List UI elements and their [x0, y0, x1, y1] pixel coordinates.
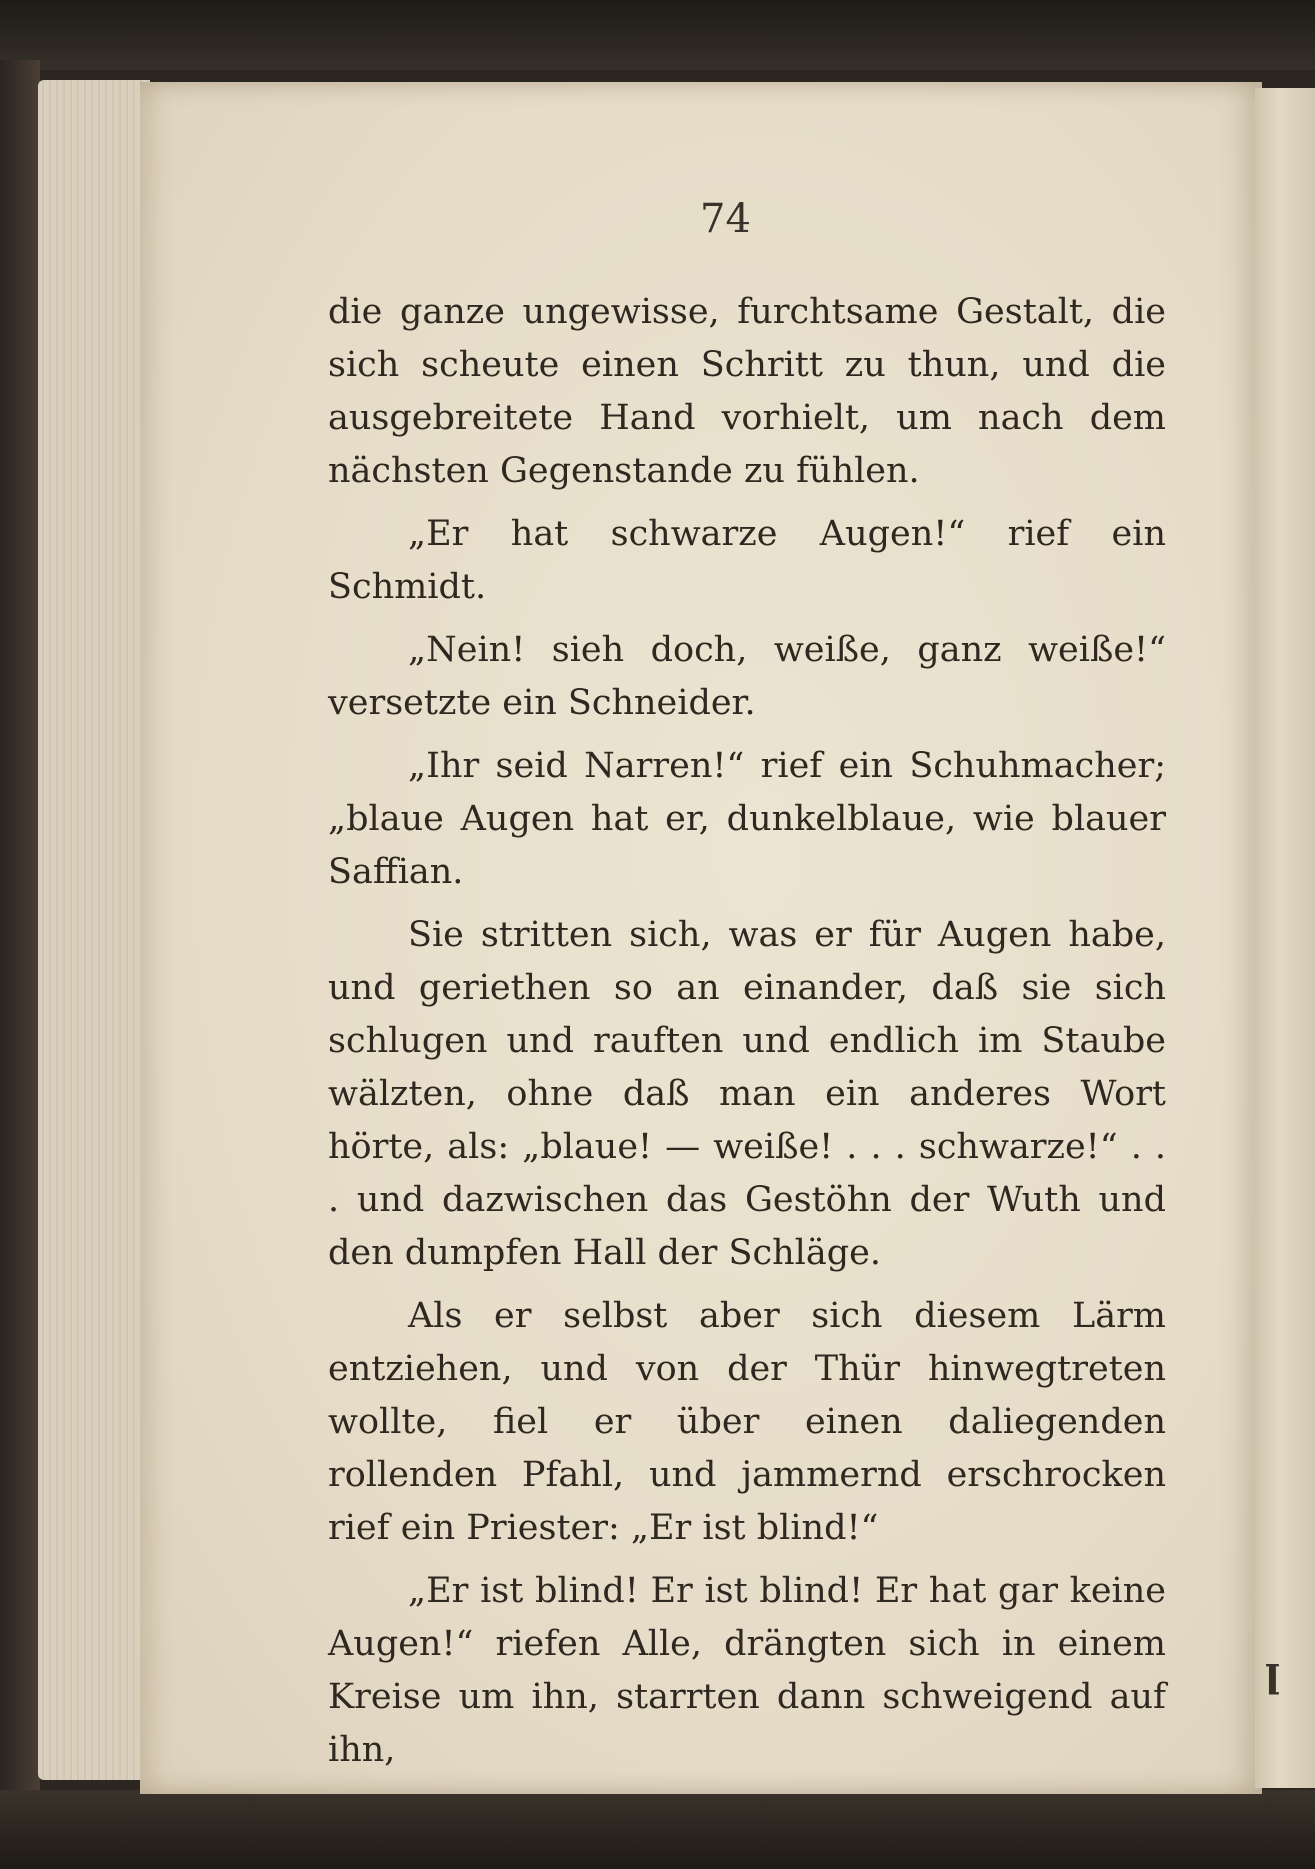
facing-page-mark: ꞁ: [1265, 1648, 1281, 1695]
page-number: 74: [700, 196, 751, 242]
paragraph: „Nein! sieh doch, weiße, ganz weiße!“ versetzte ein Schneider.: [328, 630, 1166, 723]
page-stack-edge: [38, 80, 150, 1780]
facing-page-edge: [1255, 88, 1315, 1788]
paragraph: „Ihr seid Narren!“ rief ein Schuhmacher; „blaue Augen hat er, dunkelblaue, wie blauer Saffian.: [328, 746, 1166, 892]
book-cover-top: [0, 0, 1315, 70]
paragraph: Sie stritten sich, was er für Augen habe, und geriethen so an einander, daß sie sich schlugen und rauften und endlich im Staube wälzten, ohne daß man ein anderes Wort hörte, als: „blaue! — weiße! . . . schwarze!“ . . . und dazwischen das Gestöhn der Wuth und den dumpfen Hall der Schläge.: [328, 915, 1166, 1273]
paragraph: „Er ist blind! Er ist blind! Er hat gar keine Augen!“ riefen Alle, drängten sich in einem Kreise um ihn, starrten dann schweigend auf ihn,: [328, 1571, 1166, 1770]
paragraph: die ganze ungewisse, furchtsame Gestalt, die sich scheute einen Schritt zu thun, und die ausgebreitete Hand vorhielt, um nach dem nächsten Gegenstande zu fühlen.: [328, 292, 1166, 491]
book-cover-left: [0, 60, 40, 1800]
paragraph: Als er selbst aber sich diesem Lärm entziehen, und von der Thür hinwegtreten wollte, fiel er über einen daliegenden rollenden Pfahl, und jammernd erschrocken rief ein Priester: „Er ist blind!“: [328, 1296, 1166, 1548]
book-cover-bottom: [0, 1790, 1315, 1869]
page-text: [328, 286, 1166, 1787]
paragraph: „Er hat schwarze Augen!“ rief ein Schmidt.: [328, 514, 1166, 607]
